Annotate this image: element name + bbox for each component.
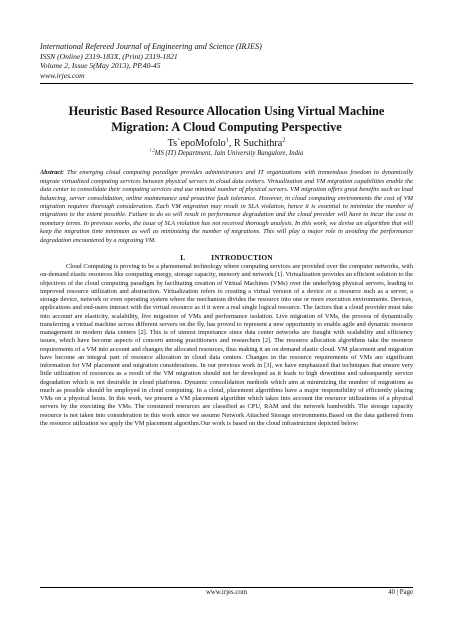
journal-website: www.irjes.com (40, 70, 85, 80)
abstract (40, 169, 413, 245)
author-2: , R Suchithra (228, 138, 283, 150)
section-title: INTRODUCTION (211, 253, 273, 263)
paper-title: Heuristic Based Resource Allocation Using Virtual Machine Migration: A Cloud Computing Perspective (68, 104, 385, 134)
author-1: Ts`epoMofolo (167, 138, 226, 150)
abstract-text: The emerging cloud computing paradigm provides administrators and IT organizations with tremendous freedom to dynamically migrate virtualized computing services between physical servers in cloud data centers. Virtualization and VM migration capabilities enable the data center to consolidate their computing services and use minimal number of physical servers. VM migration offers great benefits such as load balancing, server consolidation, online maintenance and proactive fault tolerance. However, in cloud computing environments the cost of VM migration requires thorough consideration. Each VM migration may result in SLA violation, hence it is essential to minimize the number of migrations to the extent possible. Failure to do so will result in performance degradation and the cloud provider will have to incur the cost in monetary terms. In previous works, the issue of SLA violation has not received thorough analysis. In this work, we devise an algorithm that will keep the migration time minimum as well as minimizing the number of migrations. This will play a major role in avoiding the performance degradation encountered by a migrating VM. (40, 169, 413, 244)
footer-rule (40, 587, 413, 588)
section-number: I. (180, 253, 186, 263)
affiliation-text: MS (IT) Department, Jain University Bangalore, India (154, 150, 304, 158)
journal-name: International Refereed Journal of Engineering and Science (IRJES) (40, 42, 262, 51)
journal-volume: Volume 2, Issue 5(May 2013), PP.40-45 (40, 61, 161, 71)
section-body: Cloud Computing is proving to be a phenomenal technology where computing services are provided over the computer networks, with on-demand elastic resources like computing energy, storage capacity, memory and network [1]. Virtualization provides an efficient solution to the objectives of the cloud computing paradigm by facilitating creation of Virtual Machines (VMs) over the underlying physical servers, leading to improved resource utilization and abstraction. Virtualization refers to creating a virtual version of a device or a resource such as a server, a storage device, network or even operating system where the mechanism divides the resource into one or more execution environments. Devices, applications and end-users interact with the virtual resource as if it were a real single logical resource. The factors that a cloud provider must take into account are elasticity, scalability, live migration of VMs and performance isolation. Live migration of VMs, the process of dynamically transferring a virtual machine across different servers on the fly, has proved to represent a new opportunity to enable agile and dynamic resource management in modern data centers [2]. This is of utmost importance since data center networks are fraught with scalability and efficiency issues, which have become aspects of concern among practitioners and researchers [2]. The resource allocation algorithms take the resource requirements of a VM into account and changes the allocated resources, thus making it an on demand elastic cloud. VM placement and migration have become an integral part of resource allocation in cloud data centers. Changes in the resource requirements of VMs are significant information for VM placement and migration considerations. In our previous work in [3], we have emphasized that techniques that ensure very little utilization of resources as a result of the VM migration should not be developed as it leads to high downtime and subsequently service degradation which is not desirable in cloud platforms. Dynamic consolidation methods which aim at minimizing the number of migrations as much as possible should be employed in cloud computing. In a cloud, placement algorithms have a major responsibility of efficiently placing VMs on a physical hosts. In this work, we present a VM placement algorithm which takes into account the resource utilizations of a physical servers by the executing the VMs. The consumed resources are classified as CPU, RAM and the network bandwidth. The storage capacity resource is not taken into consideration in this work since we assume Network Attached Storage environments.Based on the data gathered from the resource utilization we apply the VM placement algorithm.Our work is based on the cloud infrastructure depicted below: (40, 263, 413, 427)
section-heading (40, 253, 413, 262)
journal-issn: ISSN (Online) 2319-183X, (Print) 2319-1821 (40, 51, 178, 61)
page-footer (40, 584, 413, 596)
paper-authors (40, 138, 413, 149)
footer-website: www.irjes.com (205, 589, 248, 596)
author-1-sup: 1 (225, 137, 229, 144)
header-rule (40, 83, 413, 84)
journal-header (40, 42, 413, 80)
abstract-label: Abstract: (40, 169, 65, 177)
paper-affiliation (40, 150, 413, 157)
page-number: 40 | Page (388, 589, 413, 596)
affiliation-sup: 1,2 (149, 148, 155, 154)
author-2-sup: 2 (282, 137, 286, 144)
